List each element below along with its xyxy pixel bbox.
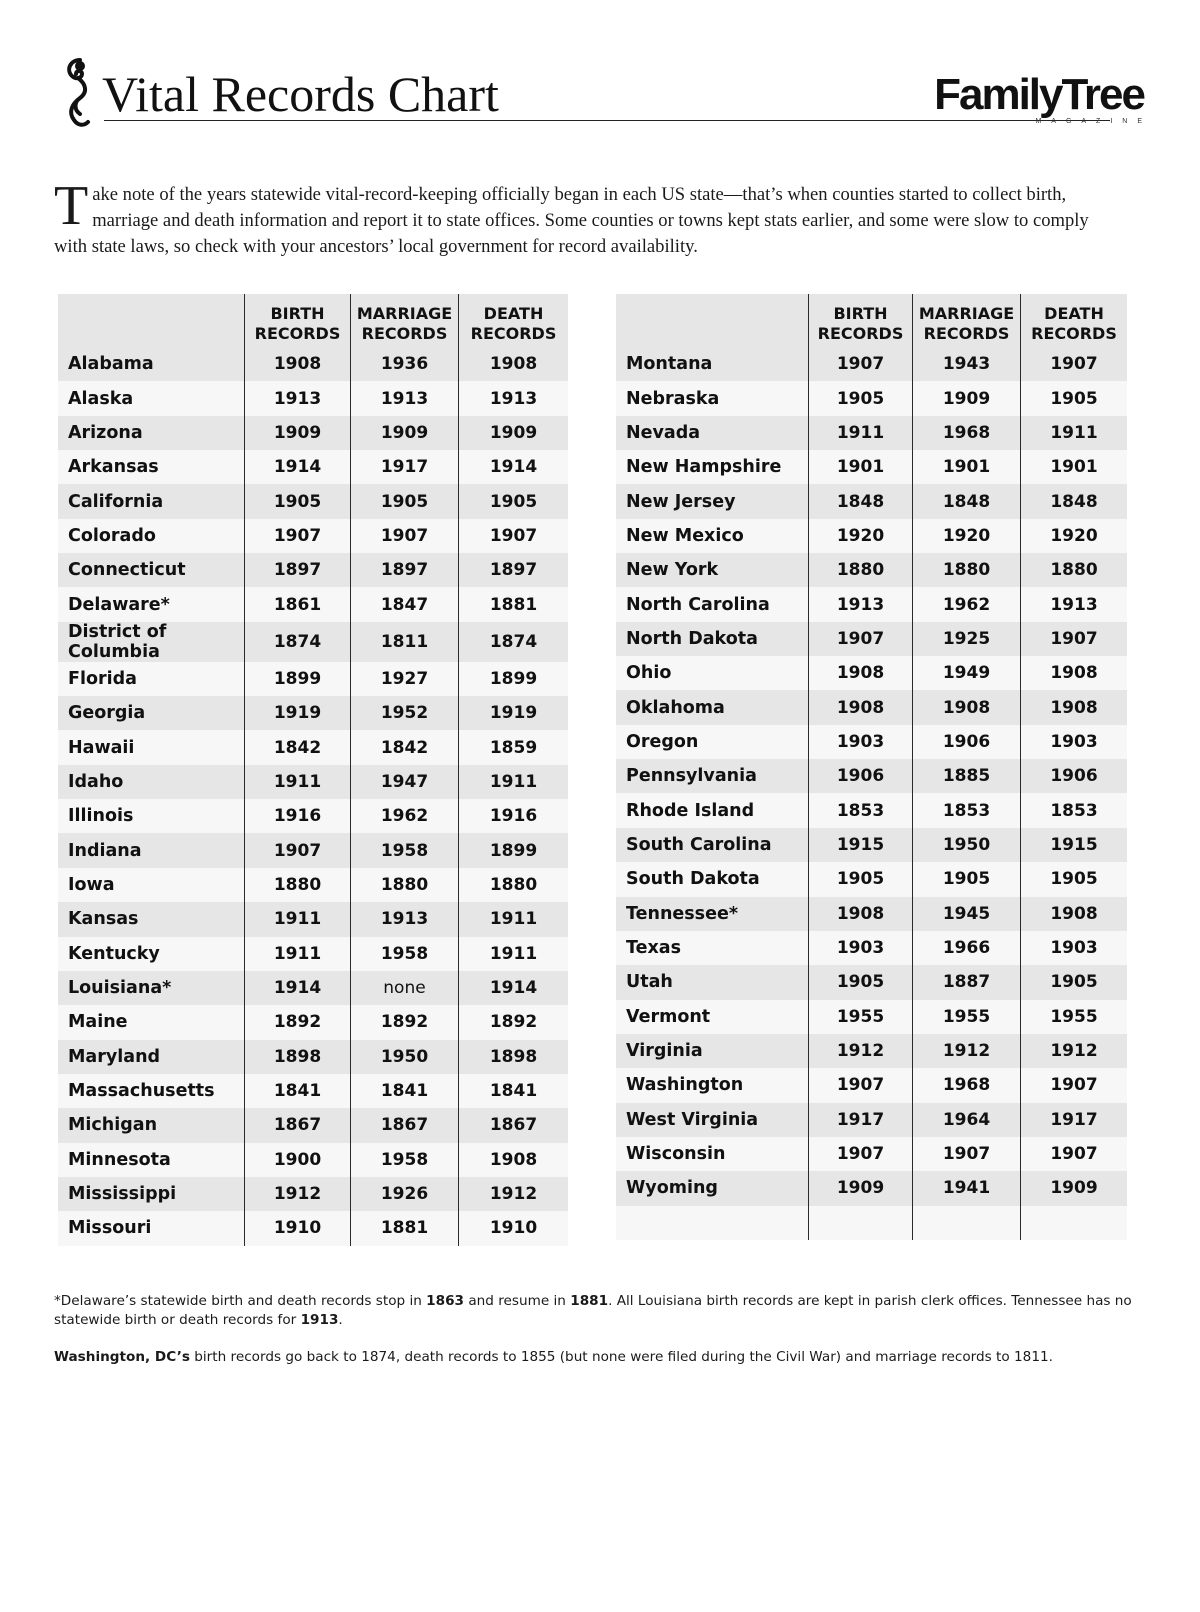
birth-year-cell: 1907	[809, 347, 913, 381]
birth-year-cell: 1916	[245, 799, 351, 833]
footnote-text-run: 1881	[570, 1293, 609, 1309]
birth-year-cell: 1912	[245, 1177, 351, 1211]
birth-year-cell: 1899	[245, 662, 351, 696]
birth-year-cell: 1914	[245, 450, 351, 484]
death-column-header: DEATH RECORDS	[1021, 294, 1128, 347]
table-row	[58, 484, 568, 518]
state-name-cell: Montana	[616, 347, 809, 381]
table-row	[616, 347, 1127, 381]
birth-year-cell: 1911	[245, 902, 351, 936]
death-year-cell: 1908	[459, 1143, 569, 1177]
state-name-cell: Maryland	[58, 1040, 245, 1074]
birth-year-cell: 1920	[809, 519, 913, 553]
birth-year-cell: 1853	[809, 793, 913, 827]
marriage-year-cell: 1853	[913, 793, 1021, 827]
birth-year-cell: 1848	[809, 484, 913, 518]
birth-year-cell: 1911	[245, 937, 351, 971]
state-name-cell: Iowa	[58, 868, 245, 902]
table-row	[58, 902, 568, 936]
birth-column-header: BIRTH RECORDS	[245, 294, 351, 347]
birth-year-cell: 1880	[245, 868, 351, 902]
state-name-cell: Nevada	[616, 416, 809, 450]
birth-year-cell: 1861	[245, 587, 351, 621]
death-year-cell: 1916	[459, 799, 569, 833]
state-name-cell: South Carolina	[616, 828, 809, 862]
state-name-cell: Illinois	[58, 799, 245, 833]
state-name-cell: Wisconsin	[616, 1137, 809, 1171]
records-table-right	[616, 294, 1127, 1240]
marriage-year-cell: 1968	[913, 416, 1021, 450]
state-name-cell: Maine	[58, 1005, 245, 1039]
state-name-cell: Texas	[616, 931, 809, 965]
state-name-cell: Michigan	[58, 1108, 245, 1142]
state-name-cell: North Dakota	[616, 622, 809, 656]
table-row	[616, 931, 1127, 965]
birth-year-cell: 1880	[809, 553, 913, 587]
death-year-cell: 1914	[459, 450, 569, 484]
death-year-cell: 1910	[459, 1211, 569, 1245]
state-name-cell: South Dakota	[616, 862, 809, 896]
marriage-year-cell: 1913	[351, 381, 459, 415]
table-header-row	[58, 294, 568, 347]
death-year-cell: 1903	[1021, 725, 1128, 759]
intro-text: ake note of the years statewide vital-record-keeping officially began in each US state—that’s when counties started to collect birth, marriage and death information and report it to state offices. Some counties or towns kept stats earlier, and some were slow to comply with state laws, so check with your ancestors’ local government for record availability.	[54, 184, 1089, 257]
table-row	[616, 381, 1127, 415]
death-year-cell: 1905	[1021, 965, 1128, 999]
state-name-cell: Kentucky	[58, 937, 245, 971]
table-row	[58, 381, 568, 415]
birth-year-cell: 1907	[809, 1137, 913, 1171]
page-header	[60, 52, 1150, 132]
death-year-cell: 1907	[1021, 1137, 1128, 1171]
table-row	[58, 1040, 568, 1074]
marriage-year-cell: 1905	[351, 484, 459, 518]
death-year-cell: 1914	[459, 971, 569, 1005]
table-row	[58, 1177, 568, 1211]
logo-subtitle: MAGAZINE	[1035, 118, 1152, 125]
marriage-year-cell: 1958	[351, 937, 459, 971]
table-body-right	[616, 347, 1127, 1240]
death-year-cell: 1853	[1021, 793, 1128, 827]
death-year-cell: 1859	[459, 730, 569, 764]
table-row	[616, 1171, 1127, 1205]
birth-year-cell: 1874	[245, 622, 351, 662]
intro-dropcap: T	[54, 175, 89, 237]
death-year-cell: 1907	[1021, 1068, 1128, 1102]
marriage-year-cell: 1892	[351, 1005, 459, 1039]
death-year-cell: 1899	[459, 833, 569, 867]
state-name-cell: Rhode Island	[616, 793, 809, 827]
death-year-cell: 1955	[1021, 1000, 1128, 1034]
state-column-header	[58, 294, 245, 347]
ornament-icon	[60, 56, 100, 130]
birth-year-cell: 1915	[809, 828, 913, 862]
footnote-text-run: and resume in	[464, 1293, 571, 1309]
death-year-cell: 1874	[459, 622, 569, 662]
birth-year-cell: 1913	[245, 381, 351, 415]
marriage-year-cell: 1917	[351, 450, 459, 484]
birth-year-cell: 1913	[809, 587, 913, 621]
state-name-cell: New York	[616, 553, 809, 587]
birth-column-header: BIRTH RECORDS	[809, 294, 913, 347]
marriage-year-cell: 1943	[913, 347, 1021, 381]
state-name-cell: Oklahoma	[616, 690, 809, 724]
table-row	[58, 662, 568, 696]
table-row	[58, 553, 568, 587]
table-row	[616, 553, 1127, 587]
birth-year-cell: 1912	[809, 1034, 913, 1068]
table-row	[616, 1068, 1127, 1102]
birth-year-cell: 1841	[245, 1074, 351, 1108]
table-row	[58, 765, 568, 799]
table-row	[616, 897, 1127, 931]
birth-year-cell: 1905	[809, 965, 913, 999]
table-row	[58, 730, 568, 764]
records-table-left	[58, 294, 568, 1246]
death-year-cell: 1905	[1021, 862, 1128, 896]
state-name-cell: Pennsylvania	[616, 759, 809, 793]
table-row	[616, 725, 1127, 759]
table-row	[58, 696, 568, 730]
state-name-cell: Alabama	[58, 347, 245, 381]
death-year-cell: 1867	[459, 1108, 569, 1142]
state-name-cell: Minnesota	[58, 1143, 245, 1177]
table-row	[58, 937, 568, 971]
footnote-text-run: 1863	[426, 1293, 465, 1309]
death-year-cell: 1909	[1021, 1171, 1128, 1205]
table-row	[616, 1000, 1127, 1034]
table-row	[616, 759, 1127, 793]
birth-year-cell: 1907	[245, 519, 351, 553]
marriage-year-cell: 1847	[351, 587, 459, 621]
state-name-cell: Oregon	[616, 725, 809, 759]
birth-year-cell: 1905	[245, 484, 351, 518]
state-name-cell: Hawaii	[58, 730, 245, 764]
state-name-cell	[616, 1206, 809, 1240]
birth-year-cell: 1901	[809, 450, 913, 484]
table-row	[58, 799, 568, 833]
birth-year-cell: 1908	[809, 690, 913, 724]
birth-year-cell: 1908	[809, 656, 913, 690]
table-row	[58, 450, 568, 484]
marriage-year-cell: 1897	[351, 553, 459, 587]
marriage-year-cell: 1966	[913, 931, 1021, 965]
death-year-cell: 1915	[1021, 828, 1128, 862]
marriage-year-cell: 1949	[913, 656, 1021, 690]
table-row	[616, 1103, 1127, 1137]
marriage-year-cell: 1908	[913, 690, 1021, 724]
table-row	[58, 347, 568, 381]
birth-year-cell: 1892	[245, 1005, 351, 1039]
death-year-cell: 1908	[459, 347, 569, 381]
death-year-cell: 1912	[1021, 1034, 1128, 1068]
title-rule	[104, 120, 1110, 121]
marriage-year-cell: 1968	[913, 1068, 1021, 1102]
marriage-year-cell: 1881	[351, 1211, 459, 1245]
marriage-year-cell: 1841	[351, 1074, 459, 1108]
footnotes	[54, 1292, 1134, 1385]
footnote-text-run: Washington, DC’s	[54, 1349, 190, 1365]
footnote-state-exceptions	[54, 1292, 1134, 1330]
death-year-cell: 1908	[1021, 690, 1128, 724]
logo-wordmark: FamilyTree	[934, 70, 1144, 119]
table-row	[616, 519, 1127, 553]
state-name-cell: Kansas	[58, 902, 245, 936]
footnote-text-run: .	[338, 1312, 343, 1328]
birth-year-cell: 1900	[245, 1143, 351, 1177]
state-name-cell: Arkansas	[58, 450, 245, 484]
death-year-cell: 1905	[459, 484, 569, 518]
table-row	[616, 622, 1127, 656]
marriage-year-cell: none	[351, 971, 459, 1005]
state-name-cell: Mississippi	[58, 1177, 245, 1211]
marriage-year-cell: 1880	[351, 868, 459, 902]
marriage-year-cell: 1962	[913, 587, 1021, 621]
table-row	[616, 965, 1127, 999]
table-row	[616, 484, 1127, 518]
table-row	[616, 793, 1127, 827]
state-name-cell: Idaho	[58, 765, 245, 799]
footnote-text-run: *Delaware’s statewide birth and death records stop in	[54, 1293, 427, 1309]
death-year-cell: 1919	[459, 696, 569, 730]
death-year-cell: 1881	[459, 587, 569, 621]
footnote-text-run: 1913	[300, 1312, 339, 1328]
table-row	[58, 1211, 568, 1245]
state-name-cell: Massachusetts	[58, 1074, 245, 1108]
birth-year-cell: 1907	[809, 622, 913, 656]
death-year-cell: 1899	[459, 662, 569, 696]
marriage-year-cell: 1950	[913, 828, 1021, 862]
state-name-cell: Utah	[616, 965, 809, 999]
death-year-cell: 1905	[1021, 381, 1128, 415]
table-row	[58, 519, 568, 553]
death-year-cell: 1880	[1021, 553, 1128, 587]
state-name-cell: Ohio	[616, 656, 809, 690]
death-year-cell: 1908	[1021, 897, 1128, 931]
marriage-year-cell: 1906	[913, 725, 1021, 759]
marriage-year-cell: 1909	[913, 381, 1021, 415]
death-year-cell: 1913	[1021, 587, 1128, 621]
table-row	[616, 828, 1127, 862]
state-name-cell: Wyoming	[616, 1171, 809, 1205]
state-name-cell: Louisiana*	[58, 971, 245, 1005]
state-name-cell: California	[58, 484, 245, 518]
birth-year-cell: 1910	[245, 1211, 351, 1245]
birth-year-cell: 1897	[245, 553, 351, 587]
footnote-dc	[54, 1348, 1134, 1367]
table-row	[616, 587, 1127, 621]
table-row	[616, 450, 1127, 484]
table-row	[58, 1005, 568, 1039]
magazine-logo	[934, 70, 1152, 125]
death-year-cell: 1911	[459, 937, 569, 971]
marriage-year-cell: 1913	[351, 902, 459, 936]
state-name-cell: Florida	[58, 662, 245, 696]
marriage-year-cell: 1962	[351, 799, 459, 833]
state-name-cell: West Virginia	[616, 1103, 809, 1137]
death-year-cell: 1917	[1021, 1103, 1128, 1137]
death-year-cell: 1848	[1021, 484, 1128, 518]
state-name-cell: New Hampshire	[616, 450, 809, 484]
state-name-cell: Connecticut	[58, 553, 245, 587]
death-year-cell: 1892	[459, 1005, 569, 1039]
death-year-cell: 1907	[1021, 347, 1128, 381]
marriage-year-cell: 1909	[351, 416, 459, 450]
birth-year-cell: 1905	[809, 862, 913, 896]
marriage-year-cell: 1811	[351, 622, 459, 662]
marriage-year-cell: 1842	[351, 730, 459, 764]
table-row	[616, 656, 1127, 690]
marriage-year-cell: 1926	[351, 1177, 459, 1211]
birth-year-cell: 1903	[809, 725, 913, 759]
state-name-cell: Tennessee*	[616, 897, 809, 931]
marriage-year-cell: 1964	[913, 1103, 1021, 1137]
death-year-cell: 1903	[1021, 931, 1128, 965]
table-row	[616, 690, 1127, 724]
state-name-cell: Colorado	[58, 519, 245, 553]
state-name-cell: New Mexico	[616, 519, 809, 553]
table-row	[616, 416, 1127, 450]
death-year-cell: 1911	[1021, 416, 1128, 450]
marriage-year-cell: 1955	[913, 1000, 1021, 1034]
birth-year-cell: 1908	[809, 897, 913, 931]
death-year-cell: 1911	[459, 902, 569, 936]
table-row	[58, 971, 568, 1005]
birth-year-cell: 1908	[245, 347, 351, 381]
marriage-year-cell: 1945	[913, 897, 1021, 931]
death-year-cell: 1898	[459, 1040, 569, 1074]
death-year-cell: 1906	[1021, 759, 1128, 793]
state-name-cell: Vermont	[616, 1000, 809, 1034]
marriage-column-header: MARRIAGE RECORDS	[913, 294, 1021, 347]
birth-year-cell: 1911	[245, 765, 351, 799]
table-body-left	[58, 347, 568, 1246]
state-name-cell: Arizona	[58, 416, 245, 450]
state-name-cell: District of Columbia	[58, 622, 245, 662]
marriage-year-cell: 1925	[913, 622, 1021, 656]
state-name-cell: Washington	[616, 1068, 809, 1102]
birth-year-cell: 1905	[809, 381, 913, 415]
death-year-cell: 1908	[1021, 656, 1128, 690]
death-year-cell: 1911	[459, 765, 569, 799]
table-row	[616, 1206, 1127, 1240]
death-year-cell: 1901	[1021, 450, 1128, 484]
death-year-cell	[1021, 1206, 1128, 1240]
birth-year-cell: 1906	[809, 759, 913, 793]
birth-year-cell: 1919	[245, 696, 351, 730]
marriage-year-cell: 1958	[351, 833, 459, 867]
state-name-cell: Georgia	[58, 696, 245, 730]
intro-paragraph	[54, 175, 1122, 260]
birth-year-cell: 1907	[245, 833, 351, 867]
marriage-year-cell: 1912	[913, 1034, 1021, 1068]
birth-year-cell: 1898	[245, 1040, 351, 1074]
state-name-cell: Nebraska	[616, 381, 809, 415]
footnote-text-run: . All Louisiana birth records are kept in parish clerk offices. Tennessee has no statewide birth or death records for	[54, 1293, 1132, 1328]
birth-year-cell: 1917	[809, 1103, 913, 1137]
marriage-year-cell: 1927	[351, 662, 459, 696]
state-name-cell: Missouri	[58, 1211, 245, 1245]
marriage-year-cell: 1941	[913, 1171, 1021, 1205]
death-column-header: DEATH RECORDS	[459, 294, 569, 347]
death-year-cell: 1880	[459, 868, 569, 902]
table-row	[616, 1137, 1127, 1171]
state-name-cell: Delaware*	[58, 587, 245, 621]
birth-year-cell	[809, 1206, 913, 1240]
marriage-year-cell: 1950	[351, 1040, 459, 1074]
birth-year-cell: 1842	[245, 730, 351, 764]
marriage-year-cell: 1867	[351, 1108, 459, 1142]
death-year-cell: 1897	[459, 553, 569, 587]
marriage-year-cell: 1901	[913, 450, 1021, 484]
marriage-year-cell: 1952	[351, 696, 459, 730]
marriage-year-cell: 1920	[913, 519, 1021, 553]
death-year-cell: 1912	[459, 1177, 569, 1211]
table-row	[616, 1034, 1127, 1068]
state-name-cell: Indiana	[58, 833, 245, 867]
state-name-cell: Virginia	[616, 1034, 809, 1068]
marriage-column-header: MARRIAGE RECORDS	[351, 294, 459, 347]
state-name-cell: Alaska	[58, 381, 245, 415]
table-row	[58, 416, 568, 450]
death-year-cell: 1907	[459, 519, 569, 553]
table-row	[58, 1143, 568, 1177]
table-row	[58, 1074, 568, 1108]
birth-year-cell: 1914	[245, 971, 351, 1005]
death-year-cell: 1913	[459, 381, 569, 415]
table-row	[58, 622, 568, 662]
state-name-cell: New Jersey	[616, 484, 809, 518]
marriage-year-cell: 1880	[913, 553, 1021, 587]
birth-year-cell: 1903	[809, 931, 913, 965]
death-year-cell: 1909	[459, 416, 569, 450]
marriage-year-cell: 1936	[351, 347, 459, 381]
marriage-year-cell: 1905	[913, 862, 1021, 896]
table-row	[58, 587, 568, 621]
birth-year-cell: 1911	[809, 416, 913, 450]
table-row	[616, 862, 1127, 896]
birth-year-cell: 1907	[809, 1068, 913, 1102]
footnote-text-run: birth records go back to 1874, death records to 1855 (but none were filed during the Civil War) and marriage records to 1811.	[189, 1349, 1053, 1365]
page-title: Vital Records Chart	[102, 66, 499, 122]
marriage-year-cell: 1958	[351, 1143, 459, 1177]
marriage-year-cell: 1907	[351, 519, 459, 553]
marriage-year-cell: 1848	[913, 484, 1021, 518]
death-year-cell: 1920	[1021, 519, 1128, 553]
death-year-cell: 1841	[459, 1074, 569, 1108]
birth-year-cell: 1909	[245, 416, 351, 450]
marriage-year-cell	[913, 1206, 1021, 1240]
table-row	[58, 1108, 568, 1142]
marriage-year-cell: 1887	[913, 965, 1021, 999]
birth-year-cell: 1955	[809, 1000, 913, 1034]
marriage-year-cell: 1907	[913, 1137, 1021, 1171]
table-row	[58, 833, 568, 867]
marriage-year-cell: 1885	[913, 759, 1021, 793]
birth-year-cell: 1909	[809, 1171, 913, 1205]
birth-year-cell: 1867	[245, 1108, 351, 1142]
death-year-cell: 1907	[1021, 622, 1128, 656]
state-column-header	[616, 294, 809, 347]
table-header-row	[616, 294, 1127, 347]
state-name-cell: North Carolina	[616, 587, 809, 621]
table-row	[58, 868, 568, 902]
marriage-year-cell: 1947	[351, 765, 459, 799]
